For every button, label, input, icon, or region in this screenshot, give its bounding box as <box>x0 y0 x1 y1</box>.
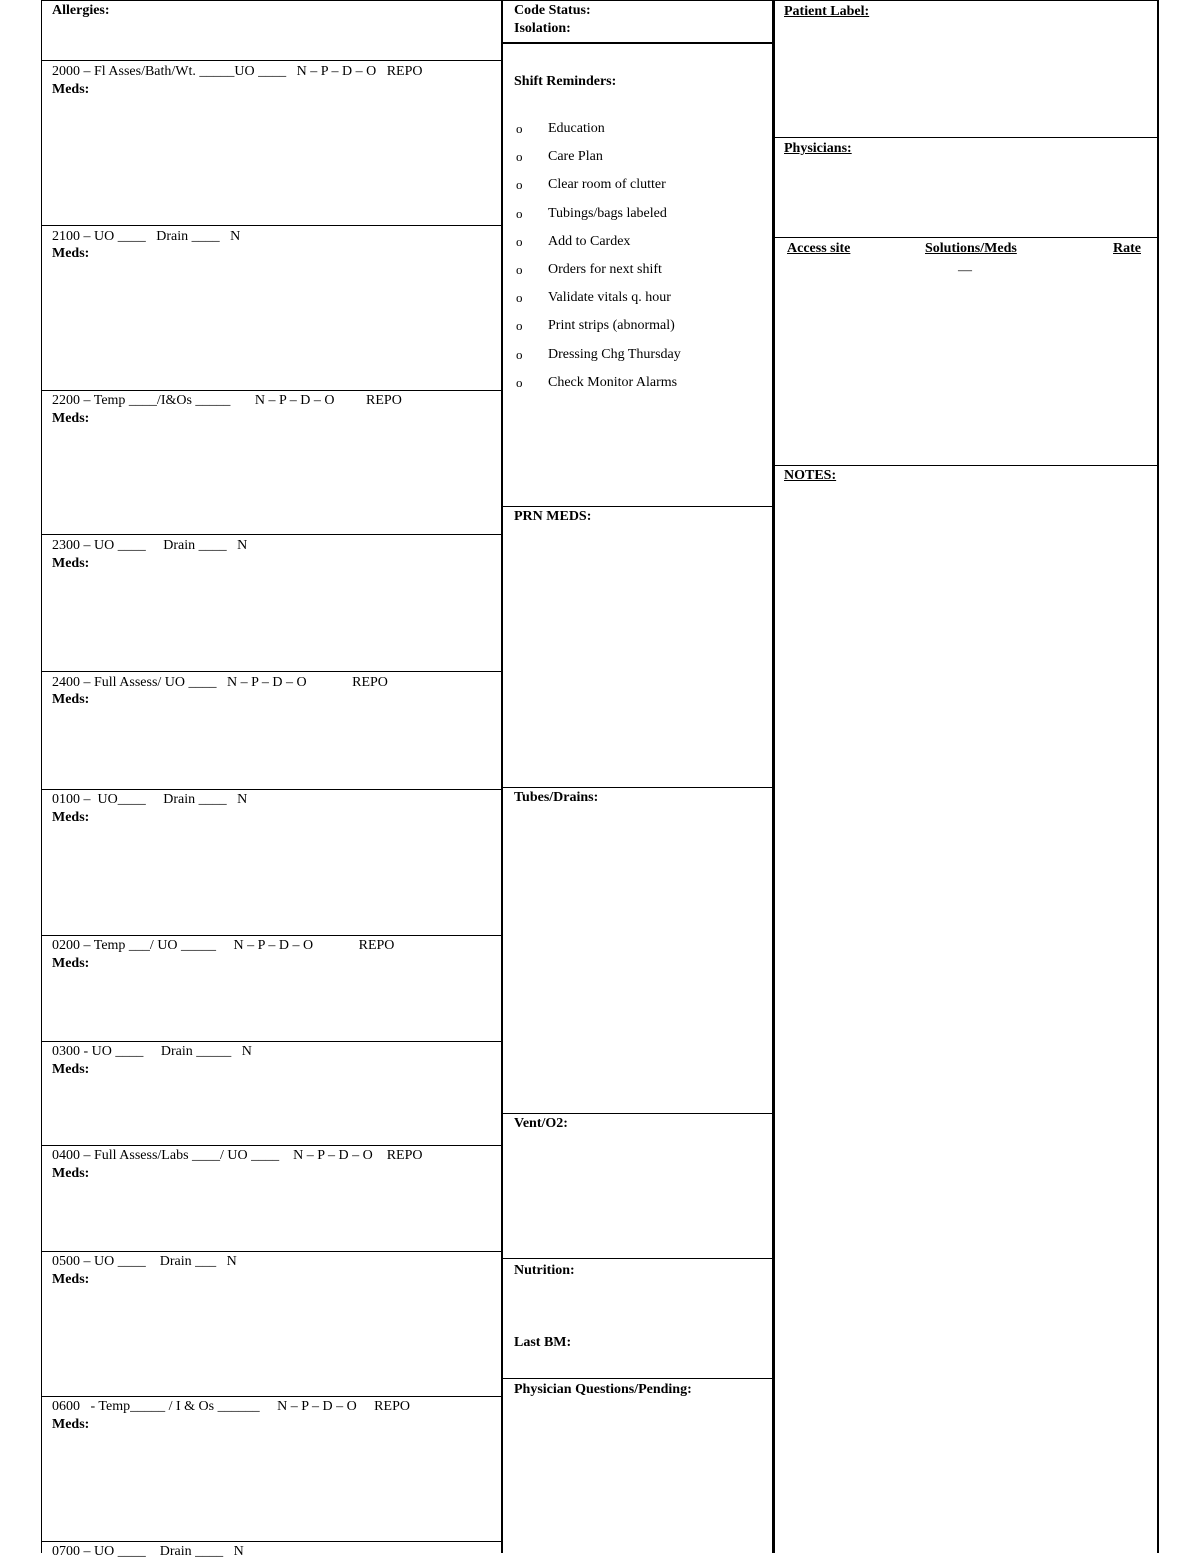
bullet-icon: o <box>516 346 523 362</box>
left-divider <box>41 1541 502 1542</box>
time-slot-0600: 0600 - Temp_____ / I & Os ______ N – P – D – O REPO <box>52 1399 410 1414</box>
access-site-header: Access site <box>787 241 851 256</box>
time-slot-0300: 0300 - UO ____ Drain _____ N <box>52 1044 252 1059</box>
physicians-label: Physicians: <box>784 141 852 156</box>
meds-label: Meds: <box>52 1272 90 1287</box>
left-divider <box>41 60 502 61</box>
meds-label: Meds: <box>52 411 90 426</box>
left-divider <box>41 1396 502 1397</box>
meds-label: Meds: <box>52 82 90 97</box>
meds-label: Meds: <box>52 246 90 261</box>
time-slot-0700: 0700 – UO ____ Drain ____ N <box>52 1544 244 1559</box>
placeholder-dash: — <box>958 263 972 278</box>
allergies-label: Allergies: <box>52 3 110 18</box>
middle-divider <box>502 506 773 507</box>
notes-label: NOTES: <box>784 468 837 483</box>
time-slot-2400: 2400 – Full Assess/ UO ____ N – P – D – O REPO <box>52 675 388 690</box>
bullet-icon: o <box>516 121 523 136</box>
bullet-icon: o <box>516 233 523 249</box>
right-divider <box>774 237 1158 238</box>
left-divider <box>41 789 502 790</box>
bullet-icon: o <box>516 374 523 390</box>
bullet-icon: o <box>516 149 523 165</box>
right-divider <box>774 465 1158 466</box>
rate-header: Rate <box>1113 241 1141 256</box>
time-slot-0200: 0200 – Temp ___/ UO _____ N – P – D – O REPO <box>52 938 395 953</box>
meds-label: Meds: <box>52 692 90 707</box>
middle-divider <box>502 1378 773 1379</box>
last-bm-label: Last BM: <box>514 1335 572 1350</box>
right-border <box>1157 0 1159 1553</box>
left-divider <box>41 225 502 226</box>
vent-o2-label: Vent/O2: <box>514 1116 568 1131</box>
meds-label: Meds: <box>52 810 90 825</box>
meds-label: Meds: <box>52 1417 90 1432</box>
left-divider <box>41 935 502 936</box>
code-status-label: Code Status: <box>514 3 591 18</box>
mid-left-border <box>501 0 503 1553</box>
time-slot-0400: 0400 – Full Assess/Labs ____/ UO ____ N – P – D – O REPO <box>52 1148 423 1163</box>
left-divider <box>41 1041 502 1042</box>
bullet-icon: o <box>516 290 523 306</box>
middle-divider <box>502 42 773 44</box>
bullet-icon: o <box>516 205 523 221</box>
time-slot-2000: 2000 – Fl Asses/Bath/Wt. _____UO ____ N – P – D – O REPO <box>52 64 423 79</box>
time-slot-2200: 2200 – Temp ____/I&Os _____ N – P – D – O REPO <box>52 393 402 408</box>
left-divider <box>41 1251 502 1252</box>
shift-reminders-label: Shift Reminders: <box>514 74 617 89</box>
bullet-icon: o <box>516 177 523 193</box>
nutrition-label: Nutrition: <box>514 1263 575 1278</box>
left-divider <box>41 534 502 535</box>
top-border <box>41 0 1159 1</box>
physician-questions-label: Physician Questions/Pending: <box>514 1382 692 1397</box>
middle-divider <box>502 1258 773 1259</box>
meds-label: Meds: <box>52 1062 90 1077</box>
bullet-icon: o <box>516 261 523 277</box>
right-divider <box>774 137 1158 138</box>
time-slot-2300: 2300 – UO ____ Drain ____ N <box>52 538 248 553</box>
meds-label: Meds: <box>52 556 90 571</box>
prn-meds-label: PRN MEDS: <box>514 509 592 524</box>
middle-divider <box>502 1113 773 1114</box>
left-divider <box>41 671 502 672</box>
time-slot-2100: 2100 – UO ____ Drain ____ N <box>52 229 241 244</box>
meds-label: Meds: <box>52 1166 90 1181</box>
solutions-meds-header: Solutions/Meds <box>925 241 1017 256</box>
left-divider <box>41 1145 502 1146</box>
isolation-label: Isolation: <box>514 21 571 36</box>
time-slot-0500: 0500 – UO ____ Drain ___ N <box>52 1254 237 1269</box>
time-slot-0100: 0100 – UO____ Drain ____ N <box>52 792 248 807</box>
patient-label-heading: Patient Label: <box>784 4 870 19</box>
left-divider <box>41 390 502 391</box>
left-border <box>41 0 42 1553</box>
meds-label: Meds: <box>52 956 90 971</box>
tubes-drains-label: Tubes/Drains: <box>514 790 599 805</box>
mid-right-border <box>772 0 775 1553</box>
bullet-icon: o <box>516 318 523 334</box>
middle-divider <box>502 787 773 788</box>
